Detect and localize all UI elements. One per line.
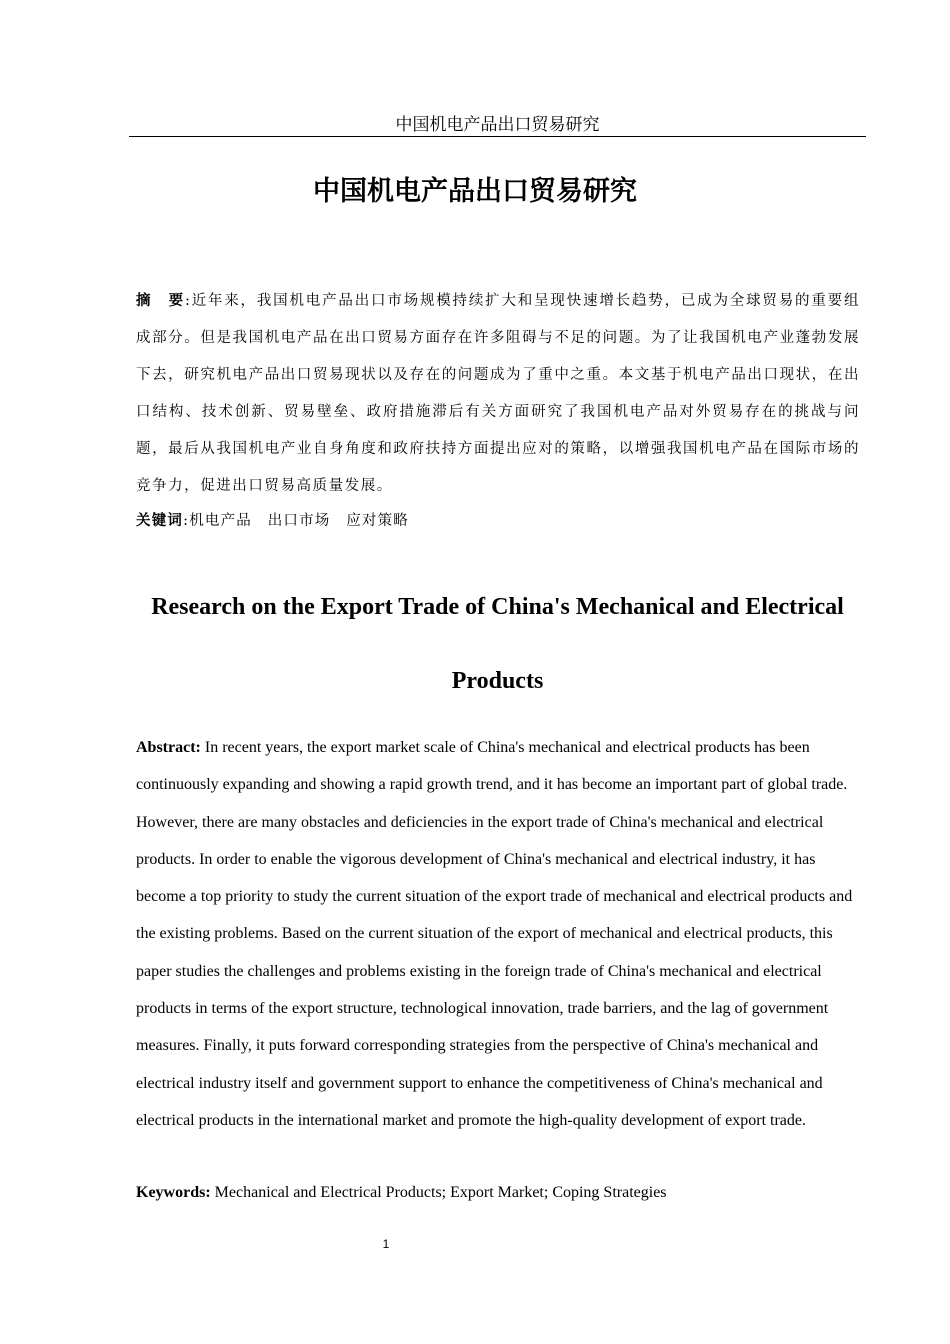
english-abstract (136, 729, 856, 1139)
english-abstract-label: Abstract: (136, 739, 201, 756)
chinese-abstract-text: 近年来，我国机电产品出口市场规模持续扩大和呈现快速增长趋势，已成为全球贸易的重要组成部分。但是我国机电产品在出口贸易方面存在许多阻碍与不足的问题。为了让我国机电产业蓬勃发展下去，研究机电产品出口贸易现状以及存在的问题成为了重中之重。本文基于机电产品出口现状，在出口结构、技术创新、贸易壁垒、政府措施滞后有关方面研究了我国机电产品对外贸易存在的挑战与问题，最后从我国机电产业自身角度和政府扶持方面提出应对的策略，以增强我国机电产品在国际市场的竞争力，促进出口贸易高质量发展。 (136, 293, 861, 494)
english-keywords-label: Keywords: (136, 1184, 211, 1201)
chinese-abstract-label: 摘 要 (136, 293, 185, 309)
chinese-abstract-colon: : (184, 293, 192, 309)
page-number: 1 (382, 1237, 390, 1251)
chinese-keywords-label: 关键词 (136, 513, 184, 529)
english-keywords (136, 1180, 856, 1206)
running-header: 中国机电产品出口贸易研究 (129, 114, 866, 137)
english-title: Research on the Export Trade of China's Mechanical and Electrical Products (151, 594, 844, 694)
chinese-keywords (136, 508, 860, 534)
chinese-abstract (136, 283, 860, 505)
chinese-keywords-text: 机电产品 出口市场 应对策略 (189, 513, 410, 529)
english-keywords-text: Mechanical and Electrical Products; Export Market; Coping Strategies (214, 1184, 667, 1201)
chinese-title: 中国机电产品出口贸易研究 (313, 176, 637, 207)
english-abstract-text: In recent years, the export market scale of China's mechanical and electrical products has been continuously expanding and showing a rapid growth trend, and it has become an important part of global trade. However, there are many obstacles and deficiencies in the export trade of China's mechanical and electrical products. In order to enable the vigorous development of China's mechanical and electrical industry, it has become a top priority to study the current situation of the export trade of mechanical and electrical products and the existing problems. Based on the current situation of the export of mechanical and electrical products, this paper studies the challenges and problems existing in the foreign trade of China's mechanical and electrical products in terms of the export structure, technological innovation, trade barriers, and the lag of government measures. Finally, it puts forward corresponding strategies from the perspective of China's mechanical and electrical industry itself and government support to enhance the competitiveness of China's mechanical and electrical products in the international market and promote the high-quality development of export trade. (136, 739, 853, 1129)
chinese-keywords-colon: : (183, 513, 190, 529)
